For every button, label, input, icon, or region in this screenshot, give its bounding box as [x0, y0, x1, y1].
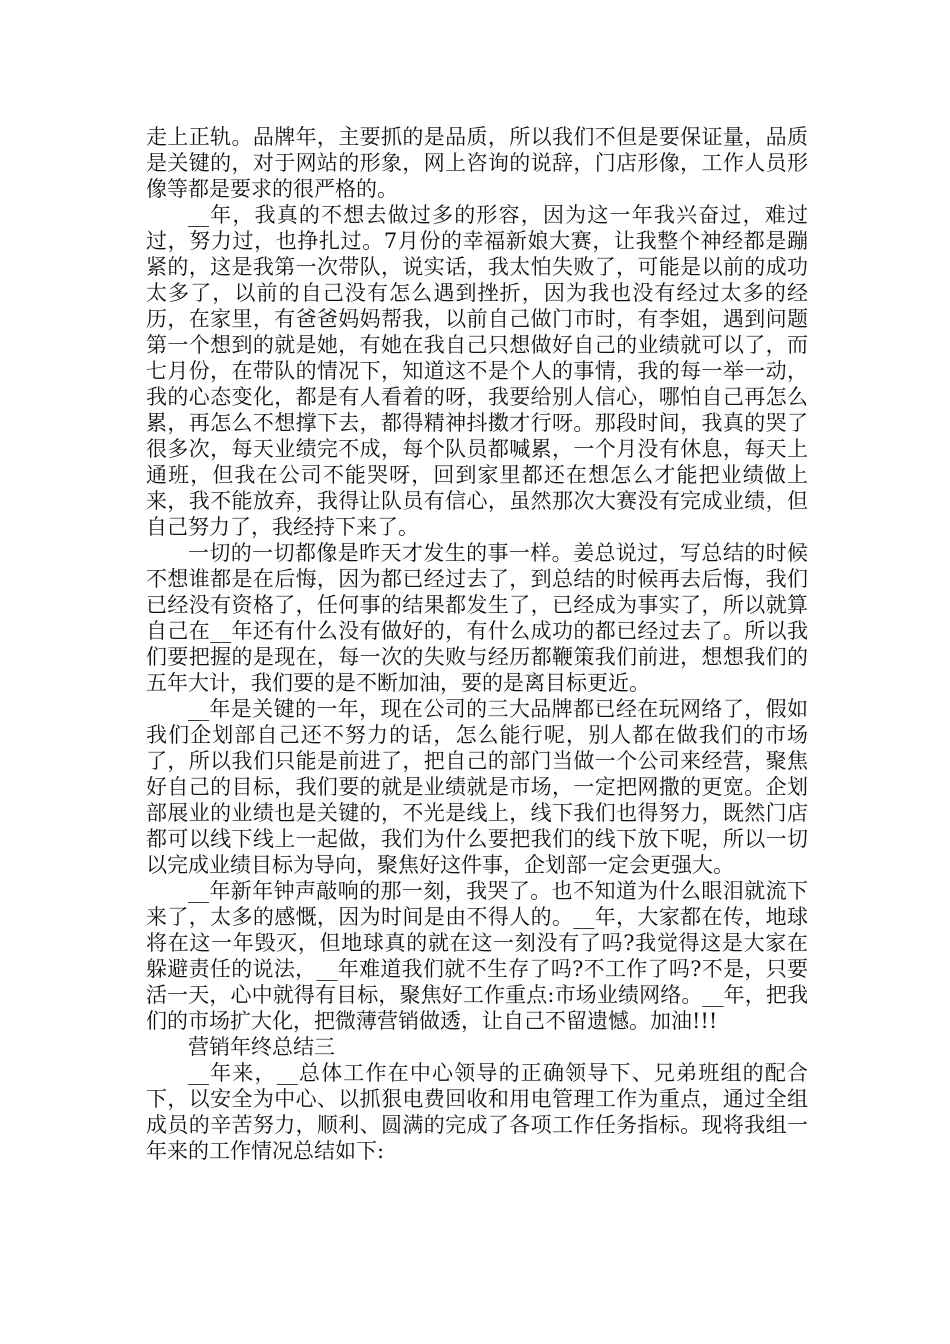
paragraph-key-year: __年是关键的一年，现在公司的三大品牌都已经在玩网络了，假如我们企划部自己还不努力的话，怎么能行呢，别人都在做我们的市场了，所以我们只能是前进了，把自己的部门当做一个公司来经营，聚焦好自己的目标，我们要的就是业绩就是市场，一定把网撒的更宽。企划部展业的业绩也是关键的，不光是线上，线下我们也得努力，既然门店都可以线下线上一起做，我们为什么要把我们的线下放下呢，所以一切以完成业绩目标为导向，聚焦好这件事，企划部一定会更强大。: [146, 697, 808, 877]
paragraph-year-struggle: __年，我真的不想去做过多的形容，因为这一年我兴奋过，难过过，努力过，也挣扎过。7月份的幸福新娘大赛，让我整个神经都是蹦紧的，这是我第一次带队，说实话，我太怕失败了，可能是以前的成功太多了，以前的自己没有怎么遇到挫折，因为我也没有经过太多的经历，在家里，有爸爸妈妈帮我，以前自己做门市时，有李姐，遇到问题第一个想到的就是她，有她在我自己只想做好自己的业绩就可以了，而七月份，在带队的情况下，知道这不是个人的事情，我的每一举一动，我的心态变化，都是有人看着的呀，我要给别人信心，哪怕自己再怎么累，再怎么不想撑下去，都得精神抖擞才行呀。那段时间，我真的哭了很多次，每天业绩完不成，每个队员都喊累，一个月没有休息，每天上通班，但我在公司不能哭呀，回到家里都还在想怎么才能把业绩做上来，我不能放弃，我得让队员有信心，虽然那次大赛没有完成业绩，但自己努力了，我经持下来了。: [146, 203, 808, 539]
paragraph-new-year: __年新年钟声敲响的那一刻，我哭了。也不知道为什么眼泪就流下来了，太多的感慨，因为时间是由不得人的。__年，大家都在传，地球将在这一年毁灭，但地球真的就在这一刻没有了吗?我觉得这是大家在躲避责任的说法，__年难道我们就不生存了吗?不工作了吗?不是，只要活一天，心中就得有目标，聚焦好工作重点:市场业绩网络。__年，把我们的市场扩大化，把微薄营销做透，让自己不留遗憾。加油!!!: [146, 879, 808, 1033]
section-heading: 营销年终总结三: [188, 1035, 335, 1059]
paragraph-reflection: 一切的一切都像是昨天才发生的事一样。姜总说过，写总结的时候不想谁都是在后悔，因为都已经过去了，到总结的时候再去后悔，我们已经没有资格了，任何事的结果都发生了，已经成为事实了，所以就算自己在__年还有什么没有做好的，有什么成功的都已经过去了。所以我们要把握的是现在，每一次的失败与经历都鞭策我们前进，想想我们的五年大计，我们要的是不断加油，要的是离目标更近。: [146, 541, 808, 695]
paragraph-continuation: 走上正轨。品牌年，主要抓的是品质，所以我们不但是要保证量，品质是关键的，对于网站的形象，网上咨询的说辞，门店形像，工作人员形像等都是要求的很严格的。: [146, 125, 808, 201]
document-page: [146, 124, 808, 1164]
paragraph-summary-intro: __年来，__总体工作在中心领导的正确领导下、兄弟班组的配合下，以安全为中心、以抓狠电费回收和用电管理工作为重点，通过全组成员的辛苦努力，顺利、圆满的完成了各项工作任务指标。现将我组一年来的工作情况总结如下:: [146, 1061, 808, 1163]
